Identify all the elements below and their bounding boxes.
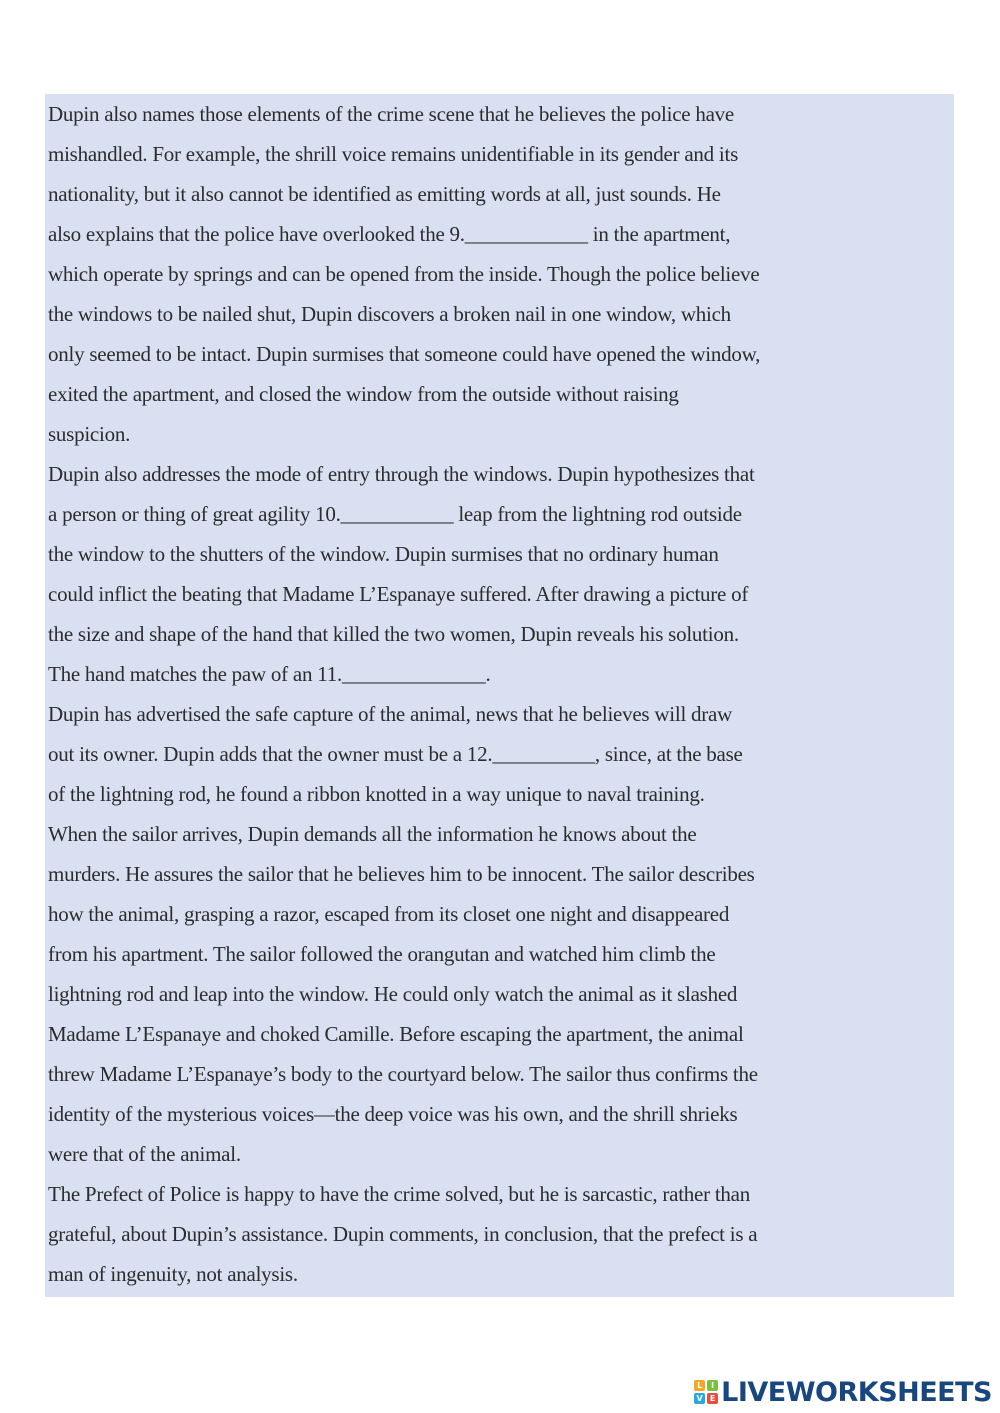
text-line: which operate by springs and can be opened from the inside. Though the police believe — [48, 262, 760, 286]
liveworksheets-watermark — [694, 1377, 992, 1407]
text-line: the window to the shutters of the window. Dupin surmises that no ordinary human — [48, 542, 719, 566]
text-line: Madame L’Espanaye and choked Camille. Before escaping the apartment, the animal — [48, 1022, 744, 1046]
text-line: were that of the animal. — [48, 1142, 241, 1166]
text-line: of the lightning rod, he found a ribbon knotted in a way unique to naval training. — [48, 782, 705, 806]
reading-passage — [45, 94, 954, 1297]
text-line: threw Madame L’Espanaye’s body to the courtyard below. The sailor thus confirms the — [48, 1062, 758, 1086]
liveworksheets-wordmark: LIVEWORKSHEETS — [721, 1376, 992, 1408]
logo-tile: L — [694, 1380, 705, 1391]
text-line: murders. He assures the sailor that he believes him to be innocent. The sailor describes — [48, 862, 755, 886]
text-line-blank-10: a person or thing of great agility 10.___________ leap from the lightning rod outside — [48, 502, 742, 526]
text-line: The Prefect of Police is happy to have the crime solved, but he is sarcastic, rather than — [48, 1182, 751, 1206]
text-line-blank-12: out its owner. Dupin adds that the owner must be a 12.__________, since, at the base — [48, 742, 743, 766]
text-line-blank-9: also explains that the police have overlooked the 9.____________ in the apartment, — [48, 222, 731, 246]
text-line: how the animal, grasping a razor, escaped from its closet one night and disappeared — [48, 902, 730, 926]
text-line: from his apartment. The sailor followed the orangutan and watched him climb the — [48, 942, 716, 966]
liveworksheets-logo-icon — [694, 1380, 718, 1404]
text-line: Dupin also names those elements of the crime scene that he believes the police have — [48, 102, 735, 126]
text-line: exited the apartment, and closed the window from the outside without raising — [48, 382, 679, 406]
text-line: suspicion. — [48, 422, 131, 446]
logo-tile: E — [707, 1393, 718, 1404]
text-line: When the sailor arrives, Dupin demands all the information he knows about the — [48, 822, 697, 846]
logo-tile: V — [694, 1393, 705, 1404]
text-line: nationality, but it also cannot be identified as emitting words at all, just sounds. He — [48, 182, 721, 206]
text-line: grateful, about Dupin’s assistance. Dupin comments, in conclusion, that the prefect is a — [48, 1222, 758, 1246]
text-line: Dupin also addresses the mode of entry through the windows. Dupin hypothesizes that — [48, 462, 755, 486]
logo-tile: I — [707, 1380, 718, 1391]
text-line: man of ingenuity, not analysis. — [48, 1262, 298, 1286]
text-line: only seemed to be intact. Dupin surmises that someone could have opened the window, — [48, 342, 761, 366]
text-line: the size and shape of the hand that killed the two women, Dupin reveals his solution. — [48, 622, 739, 646]
text-line: could inflict the beating that Madame L’Espanaye suffered. After drawing a picture of — [48, 582, 749, 606]
text-line-blank-11: The hand matches the paw of an 11.______________. — [48, 662, 491, 686]
text-line: mishandled. For example, the shrill voice remains unidentifiable in its gender and its — [48, 142, 738, 166]
text-line: identity of the mysterious voices—the deep voice was his own, and the shrill shrieks — [48, 1102, 738, 1126]
text-line: lightning rod and leap into the window. He could only watch the animal as it slashed — [48, 982, 738, 1006]
text-line: the windows to be nailed shut, Dupin discovers a broken nail in one window, which — [48, 302, 731, 326]
text-line: Dupin has advertised the safe capture of the animal, news that he believes will draw — [48, 702, 733, 726]
